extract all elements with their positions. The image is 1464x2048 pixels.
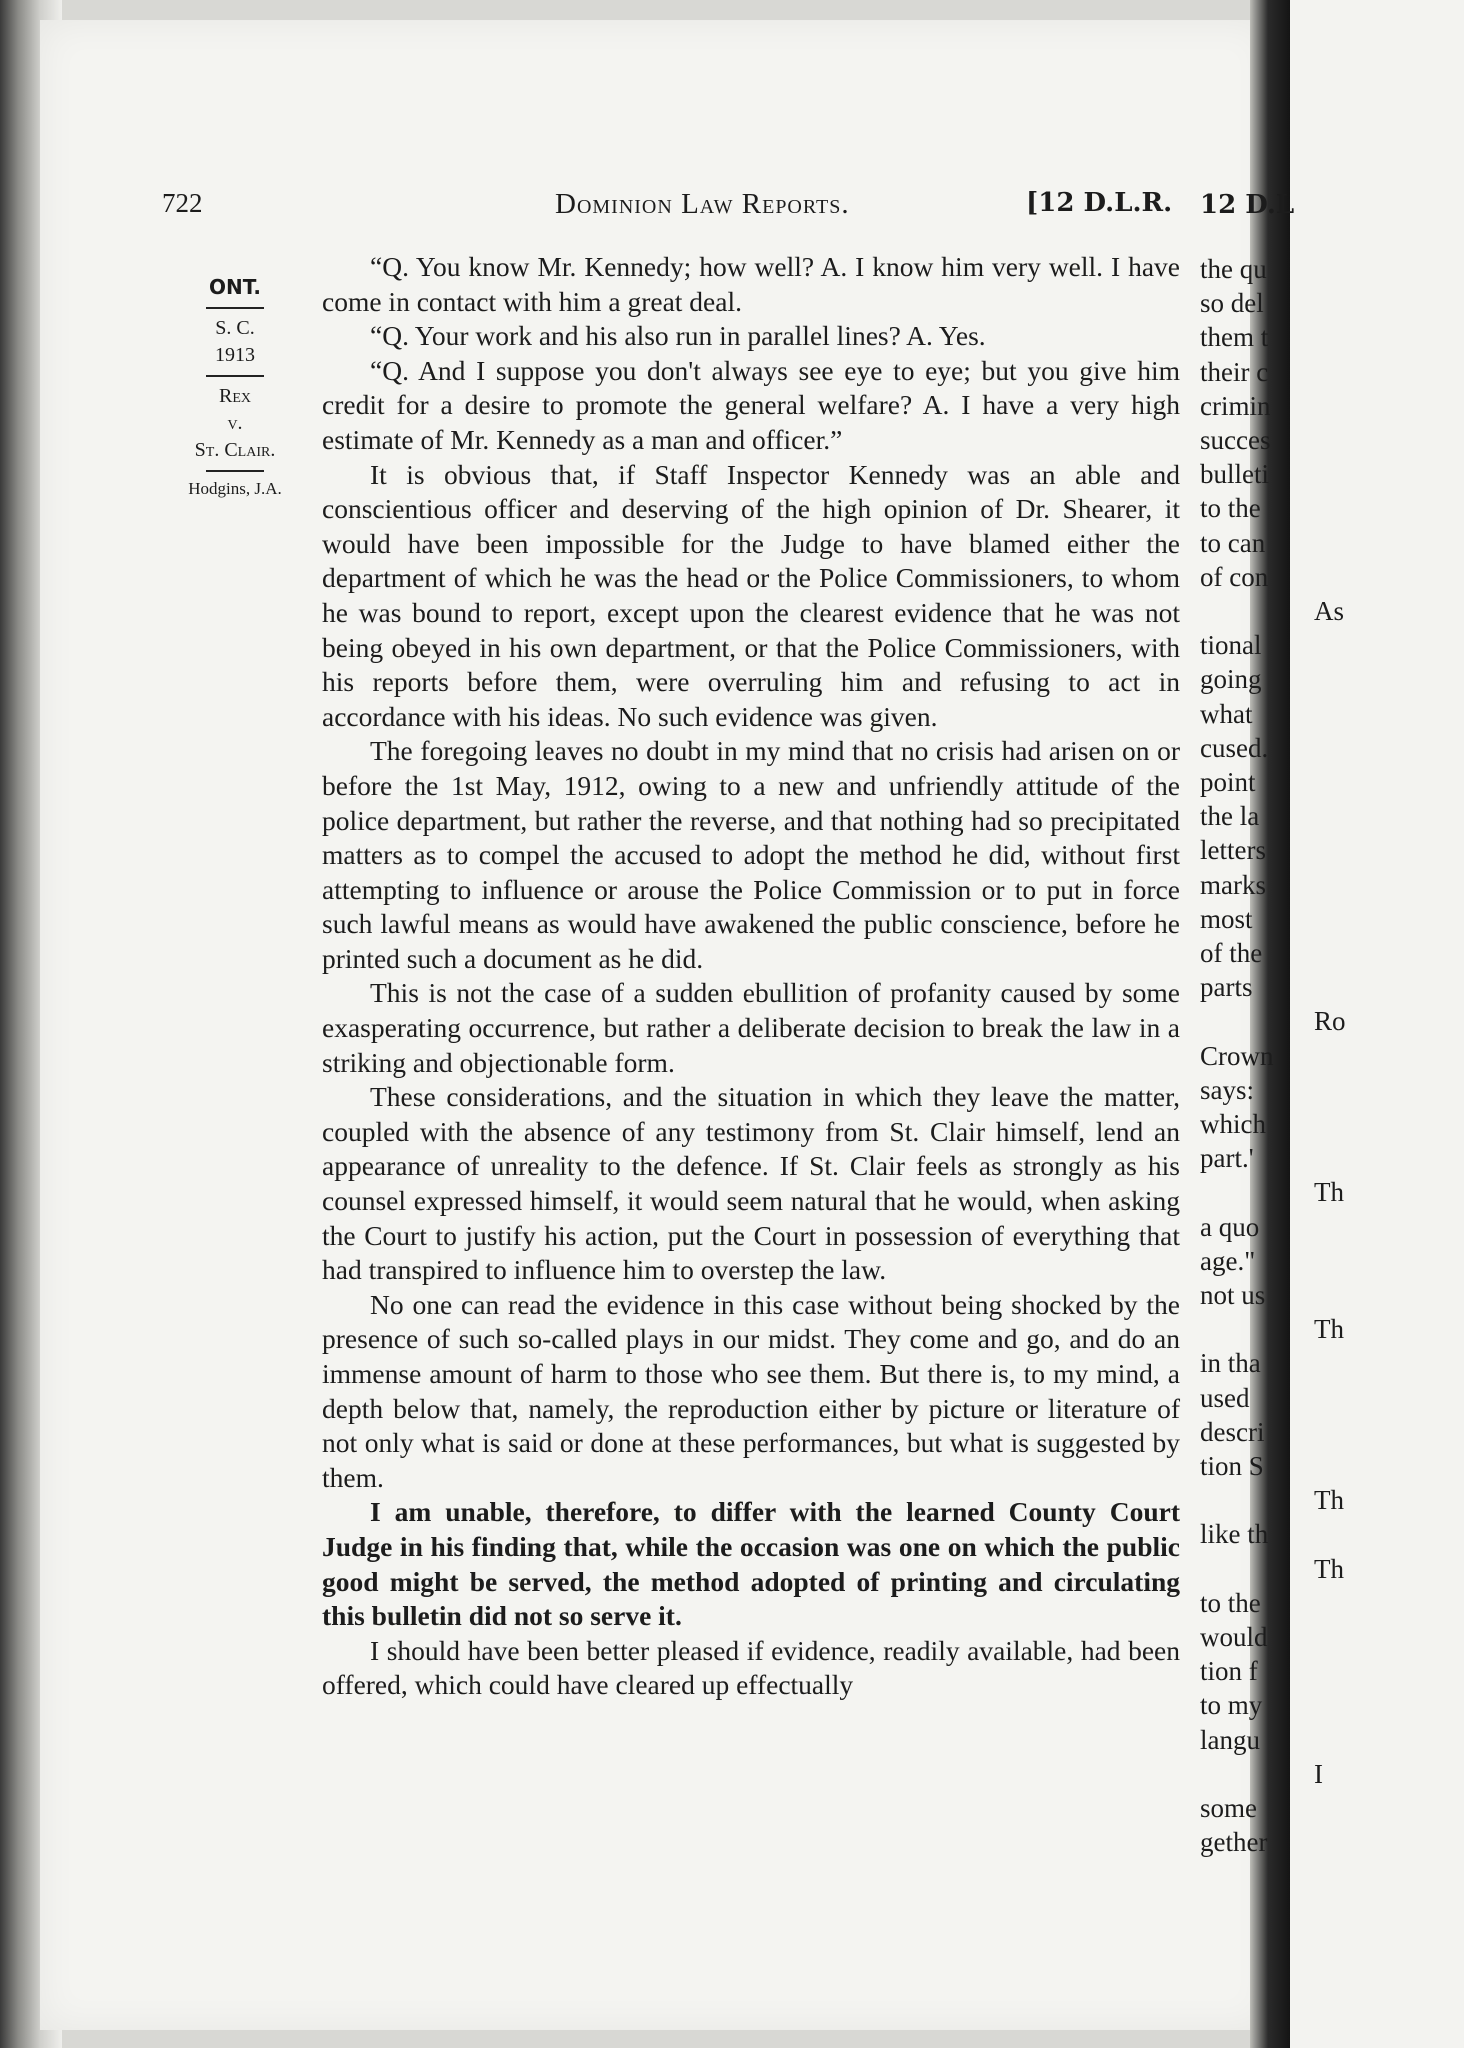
running-citation: [12 D.L.R. — [1026, 188, 1173, 218]
facing-page-line: Th — [1314, 1553, 1344, 1584]
facing-page-line: Crown — [1200, 1040, 1274, 1071]
paragraph: “Q. And I suppose you don't always see eye to eye; but you give him credit for a desire to promote the general welfare? A. I have a very high estimate of Mr. Kennedy as a man and officer.” — [322, 354, 1180, 455]
facing-page-line: point — [1200, 767, 1256, 797]
facing-page-line: parts — [1200, 972, 1253, 1003]
paragraph: I am unable, therefore, to differ with the learned County Court Judge in his finding that, while the occasion was one on which the public good might be served, the method adopted of printing and circulating this bulletin did not so serve it. — [322, 1496, 1180, 1632]
facing-page-line: used — [1200, 1382, 1250, 1413]
facing-page-line: the qu — [1200, 254, 1267, 284]
facing-page-line: a quo — [1200, 1211, 1260, 1242]
facing-page-line: As — [1314, 596, 1345, 626]
facing-page-line: going — [1200, 664, 1262, 695]
facing-page-line: crimin — [1200, 390, 1271, 421]
facing-page-line: marks — [1200, 869, 1266, 900]
facing-page-line: langu — [1200, 1724, 1260, 1755]
paragraph: I should have been better pleased if evidence, readily available, had been offered, which could have cleared up effectually — [322, 1634, 1180, 1701]
facing-page-line: to the — [1200, 493, 1261, 524]
margin-court: ONT. — [209, 275, 261, 299]
margin-case-line2: v. — [227, 412, 243, 434]
facing-page-line: like th — [1200, 1519, 1269, 1550]
facing-page-header: 12 D.L — [1200, 190, 1295, 220]
margin-case-line3: St. Clair. — [194, 439, 276, 461]
facing-page — [1200, 0, 1464, 2048]
facing-page-line: some — [1200, 1793, 1257, 1823]
facing-page-line: age." — [1200, 1245, 1256, 1276]
facing-page-line: which — [1200, 1109, 1266, 1139]
margin-rule — [206, 307, 264, 309]
facing-page-line: letters — [1200, 835, 1266, 866]
facing-page-line: cused. — [1200, 732, 1269, 763]
margin-judge: Hodgins, J.A. — [188, 479, 282, 498]
facing-page-line: so del — [1200, 288, 1264, 319]
paragraph: “Q. You know Mr. Kennedy; how well? A. I know him very well. I have come in contact with him a great deal. — [322, 251, 1180, 317]
facing-page-line: tional — [1200, 630, 1262, 661]
facing-page-line: would — [1200, 1622, 1268, 1652]
facing-page-line: Th — [1314, 1177, 1344, 1208]
facing-page-line: tion f — [1200, 1656, 1258, 1687]
margin-rule — [206, 375, 264, 377]
margin-note — [160, 274, 310, 501]
facing-page-line: the la — [1200, 801, 1260, 832]
facing-page-line: Th — [1314, 1485, 1344, 1516]
judgment-text — [322, 250, 1180, 1703]
paragraph: This is not the case of a sudden ebullition of profanity caused by some exasperating occurrence, but rather a deliberate decision to break the law in a striking and objectionable form. — [322, 977, 1180, 1078]
facing-page-line: what — [1200, 698, 1253, 729]
facing-page-line: their c — [1200, 356, 1269, 387]
page-number: 722 — [162, 188, 203, 218]
facing-page-line: bulleti — [1200, 459, 1269, 490]
facing-page-line: tion S — [1200, 1451, 1264, 1481]
facing-page-line: not us — [1200, 1280, 1266, 1310]
facing-page-line: Th — [1314, 1314, 1344, 1345]
facing-page-line: I — [1314, 1758, 1323, 1789]
paragraph: “Q. Your work and his also run in parallel lines? A. Yes. — [370, 320, 986, 352]
margin-year: 1913 — [215, 344, 255, 366]
facing-page-line: to the — [1200, 1587, 1261, 1618]
facing-page-line: of the — [1200, 938, 1263, 968]
paragraph: No one can read the evidence in this case without being shocked by the presence of such so-called plays in our midst. They come and go, and do an immense amount of harm to those who see them. But there is, to my mind, a depth below that, namely, the reproduction either by picture or literature of not only what is said or done at these performances, but what is suggested by them. — [322, 1288, 1180, 1493]
facing-page-line: says: — [1200, 1074, 1254, 1105]
facing-page-line: of con — [1200, 561, 1269, 592]
facing-page-line: to my — [1200, 1690, 1263, 1721]
facing-page-line: succes — [1200, 425, 1271, 455]
margin-division: S. C. — [215, 317, 255, 339]
facing-page-line: part.' — [1200, 1143, 1254, 1174]
margin-rule — [206, 470, 264, 472]
facing-page-line: Ro — [1314, 1006, 1346, 1037]
paragraph: It is obvious that, if Staff Inspector Kennedy was an able and conscientious officer and deserving of the high opinion of Dr. Shearer, it would have been impossible for the Judge to have blamed either the department of which he was the head or the Police Commissioners, to whom he was bound to report, except upon the clearest evidence that he was not being obeyed in his own department, or that the Police Commissioners, with his reports before them, were overruling him and refusing to act in accordance with his ideas. No such evidence was given. — [322, 458, 1180, 732]
facing-page-line: in tha — [1200, 1348, 1261, 1379]
facing-page-line: most — [1200, 903, 1253, 934]
facing-page-line: them t — [1200, 322, 1269, 353]
facing-page-line: descri — [1200, 1416, 1265, 1447]
margin-case-line1: Rex — [218, 385, 251, 407]
running-title: Dominion Law Reports. — [555, 188, 850, 220]
facing-page-line: gether — [1200, 1827, 1268, 1858]
paragraph: These considerations, and the situation in which they leave the matter, coupled with the absence of any testimony from St. Clair himself, lend an appearance of unreality to the defence. If St. Clair feels as strongly as his counsel expressed himself, it would seem natural that he would, when asking the Court to justify his action, put the Court in possession of everything that had transpired to influence him to overstep the law. — [322, 1081, 1180, 1286]
paragraph: The foregoing leaves no doubt in my mind that no crisis had arisen on or before the 1st May, 1912, owing to a new and unfriendly attitude of the police department, but rather the reverse, and that nothing had so precipitated matters as to compel the accused to adopt the method he did, without first attempting to influence or arouse the Police Commission or to put in force such lawful means as would have awakened the public conscience, before he printed such a document as he did. — [322, 735, 1180, 974]
facing-page-line: to can — [1200, 527, 1266, 558]
